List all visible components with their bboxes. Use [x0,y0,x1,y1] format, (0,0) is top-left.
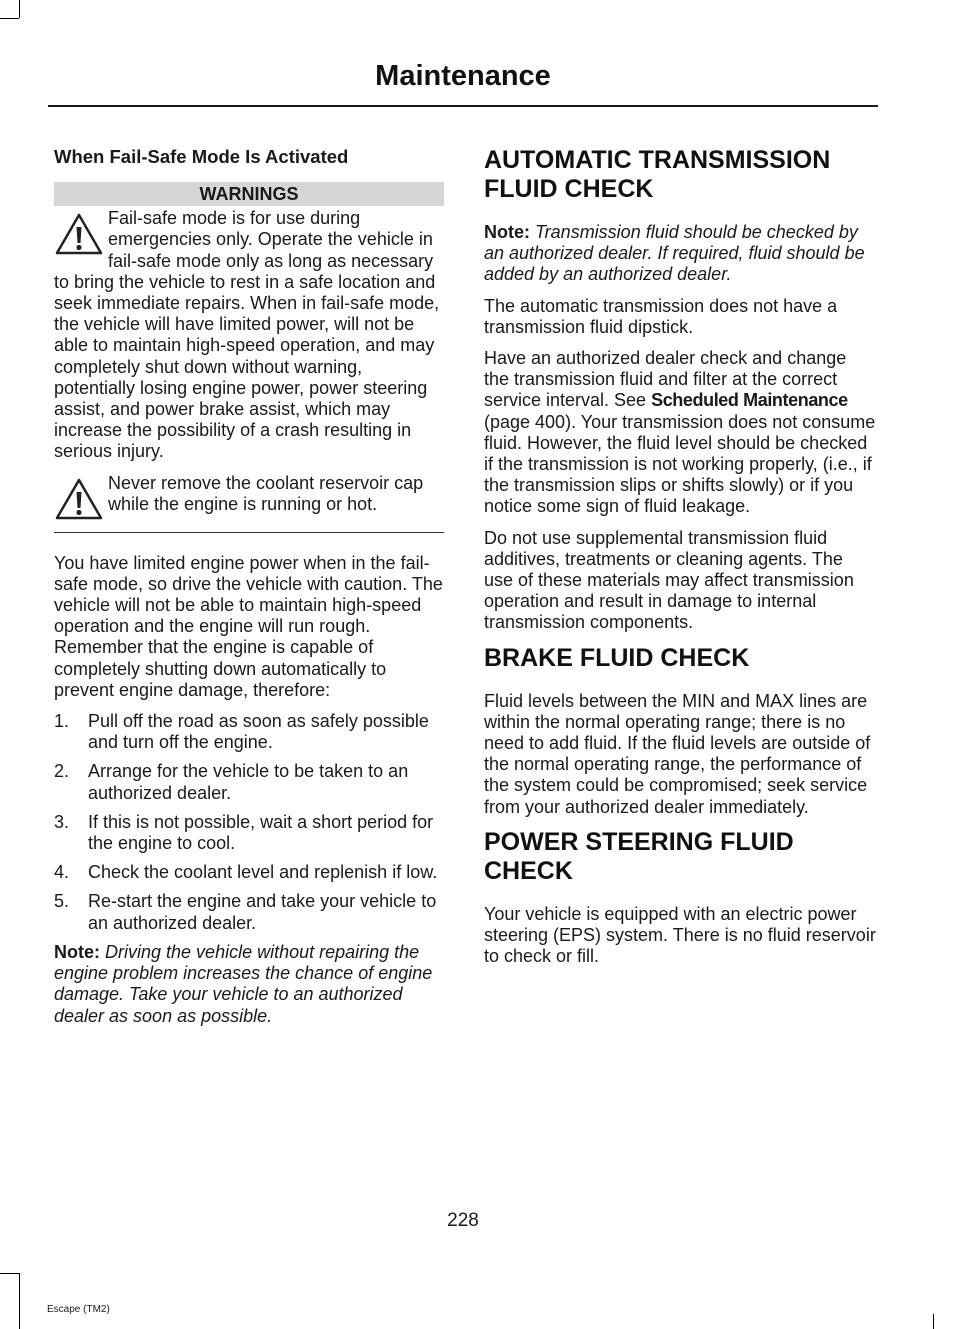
footer-label: Escape (TM2) [47,1304,110,1315]
step-text: If this is not possible, wait a short period for the engine to cool. [88,811,434,854]
page-title: Maintenance [375,60,551,92]
note-text: Driving the vehicle without repairing the engine problem increases the chance of engine damage. Take your vehicle to an authorized dealer as soon as possible. [54,941,433,1026]
brake-paragraph: Fluid levels between the MIN and MAX lines are within the normal operating range; there is no need to add fluid. If the fluid levels are outside of the normal operating range, the performance of the system could be compromised; seek service from your authorized dealer immediately. [484,690,871,817]
crop-mark [0,18,19,19]
warnings-bar: WARNINGS [54,182,444,206]
atf-paragraph [484,348,876,518]
crop-mark [0,1273,19,1274]
atf-paragraph: Do not use supplemental transmission fluid additives, treatments or cleaning agents. The use of these materials may affect transmission operation and result in damage to internal transmission components. [484,527,854,633]
fail-safe-subheading: When Fail-Safe Mode Is Activated [54,146,349,167]
step-text: Pull off the road as soon as safely possible and turn off the engine. [88,711,429,753]
brake-heading: BRAKE FLUID CHECK [484,643,750,672]
warning-text: Never remove the coolant reservoir cap while the engine is running or hot. [108,472,424,514]
page-number: 228 [447,1210,479,1231]
step-number: 3. [54,811,70,832]
power-steering-heading: POWER STEERING FLUID CHECK [484,827,794,885]
list-item [54,761,444,803]
engine-damage-note [54,942,444,1027]
note-label: Note: [484,222,530,242]
list-item [54,711,444,753]
step-text: Re-start the engine and take your vehicle to an authorized dealer. [88,891,437,933]
paragraph-text: Your transmission does not consume fluid. However, the fluid level should be checked if the transmission is not working properly, (i.e., if the transmission slips or shifts slowly) or if you notice some sign of fluid leakage. [484,411,876,517]
right-column [484,146,876,977]
note-label: Note: [54,941,100,962]
warning-triangle-icon [54,212,104,256]
warning-divider [54,532,444,533]
warning-item [54,473,444,521]
list-item [54,862,444,883]
atf-paragraph: The automatic transmission does not have a transmission fluid dipstick. [484,295,838,337]
steps-list [54,711,444,934]
page-reference: (page 400). [484,411,577,432]
atf-heading: AUTOMATIC TRANSMISSION FLUID CHECK [484,146,831,203]
atf-note [484,222,876,286]
list-item [54,812,444,854]
scheduled-maintenance-link[interactable]: Scheduled Maintenance [651,390,848,411]
intro-paragraph: You have limited engine power when in the fail-safe mode, so drive the vehicle with caution. The vehicle will not be able to maintain high-speed operation and the engine will run rough. Remember that the engine is capable of completely shutting down automatically to prevent engine damage, therefore: [54,552,443,700]
title-rule [48,105,878,107]
step-number: 4. [54,862,70,883]
left-column [54,146,444,1037]
step-text: Arrange for the vehicle to be taken to an authorized dealer. [88,761,409,803]
warning-text: Fail-safe mode is for use during emergencies only. Operate the vehicle in fail-safe mode only as long as necessary to bring the vehicle to rest in a safe location and seek immediate repairs. When in fail-safe mode, the vehicle will have limited power, will not be able to maintain high-speed operation, and may completely shut down without warning, potentially losing engine power, power steering assist, and power brake assist, which may increase the possibility of a crash resulting in serious injury. [54,208,440,462]
paragraph-text: Have an authorized dealer check and change the transmission fluid and filter at the correct service interval. See [484,348,847,411]
note-text: Transmission fluid should be checked by an authorized dealer. If required, fluid should be added by an authorized dealer. [484,222,865,285]
warning-item [54,208,444,462]
crop-mark [19,0,20,18]
crop-mark [933,1314,934,1329]
warning-triangle-icon [54,477,104,521]
list-item [54,891,444,933]
power-steering-paragraph: Your vehicle is equipped with an electric power steering (EPS) system. There is no fluid reservoir to check or fill. [484,903,876,967]
step-number: 1. [54,711,70,732]
step-number: 2. [54,761,70,782]
crop-mark [19,1273,20,1329]
step-text: Check the coolant level and replenish if low. [88,862,438,883]
step-number: 5. [54,891,70,912]
